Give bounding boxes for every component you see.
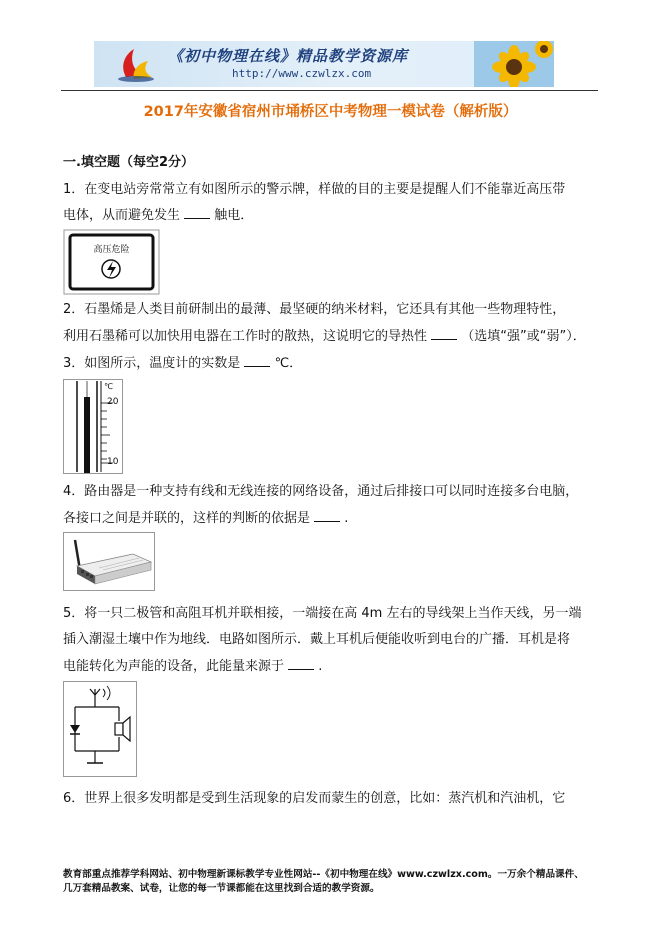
q2-line2-text: 利用石墨稀可以加快用电器在工作时的散热，这说明它的导热性 xyxy=(63,329,428,344)
q1-line1: 1．在变电站旁常常立有如图所示的警示牌，样做的目的主要是提醒人们不能靠近高压带 xyxy=(63,182,566,197)
warning-sign-icon xyxy=(63,229,160,295)
q4-line1: 4．路由器是一种支持有线和无线连接的网络设备，通过后排接口可以同时连接多台电脑， xyxy=(63,484,579,499)
q3-answer-blank[interactable] xyxy=(244,354,270,367)
q3-thermometer-figure xyxy=(63,379,123,474)
footer-line2: 几万套精品教案、试卷，让您的每一节课都能在这里找到合适的教学资源。 xyxy=(63,883,380,894)
router-icon xyxy=(63,532,155,591)
q5-line3 xyxy=(63,657,322,676)
q2-line2-end: （选填“强”或“弱”）． xyxy=(461,329,586,344)
q1-line2 xyxy=(63,206,253,225)
q2-line1: 2．石墨烯是人类目前研制出的最薄、最坚硬的纳米材料，它还具有其他一些物理特性， xyxy=(63,302,566,317)
thermo-tick-10: 10 xyxy=(107,457,119,467)
sunflower-icon xyxy=(474,41,554,87)
footer-line1: 教育部重点推荐学科网站、初中物理新课标教学专业性网站--《初中物理在线》www.czwlzx.com。一万余个精品课件、 xyxy=(63,869,584,880)
q5-line3-text: 电能转化为声能的设备，此能量来源于 xyxy=(63,659,285,674)
q5-line3-end: . xyxy=(318,659,323,674)
q3-line1 xyxy=(63,354,302,373)
q4-line2-text: 各接口之间是并联的，这样的判断的依据是 xyxy=(63,511,311,526)
document-title: 2017年安徽省宿州市埇桥区中考物理一模试卷（解析版） xyxy=(143,104,518,120)
q5-answer-blank[interactable] xyxy=(288,657,314,670)
q5-line1: 5．将一只二极管和高阻耳机并联相接，一端接在高 4m 左右的导线架上当作天线，另一端 xyxy=(63,606,582,621)
thermo-unit-label: ℃ xyxy=(104,382,113,391)
q4-line2 xyxy=(63,509,348,528)
header-rule xyxy=(61,90,598,91)
q5-circuit-figure xyxy=(63,681,137,777)
q6-line1: 6．世界上很多发明都是受到生活现象的启发而蒙生的创意，比如：蒸汽机和汽油机，它 xyxy=(63,791,566,806)
site-logo-icon xyxy=(112,45,160,83)
q5-line2: 插入潮湿土壤中作为地线．电路如图所示．戴上耳机后便能收听到电台的广播．耳机是将 xyxy=(63,632,571,647)
q1-warning-sign-figure xyxy=(63,229,160,295)
banner-url[interactable]: http://www.czwlzx.com xyxy=(232,67,372,80)
sign-text: 高压危险 xyxy=(93,245,130,255)
thermo-tick-20: 20 xyxy=(107,397,119,407)
q4-line2-end: . xyxy=(344,511,349,526)
banner-title: 《初中物理在线》精品教学资源库 xyxy=(168,47,409,65)
header-banner xyxy=(94,41,554,87)
section-heading: 一.填空题（每空2分） xyxy=(63,155,194,170)
q4-answer-blank[interactable] xyxy=(314,509,340,522)
q2-answer-blank[interactable] xyxy=(431,327,457,340)
diode-earphone-circuit-icon xyxy=(63,681,137,777)
q1-line2-end: 触电． xyxy=(214,208,254,223)
q3-line1-end: ℃． xyxy=(274,356,303,371)
q4-router-figure xyxy=(63,532,155,591)
q2-line2 xyxy=(63,327,586,346)
q3-line1-text: 3．如图所示，温度计的实数是 xyxy=(63,356,241,371)
q1-line2-text: 电体，从而避免发生 xyxy=(63,208,181,223)
q1-answer-blank[interactable] xyxy=(184,206,210,219)
